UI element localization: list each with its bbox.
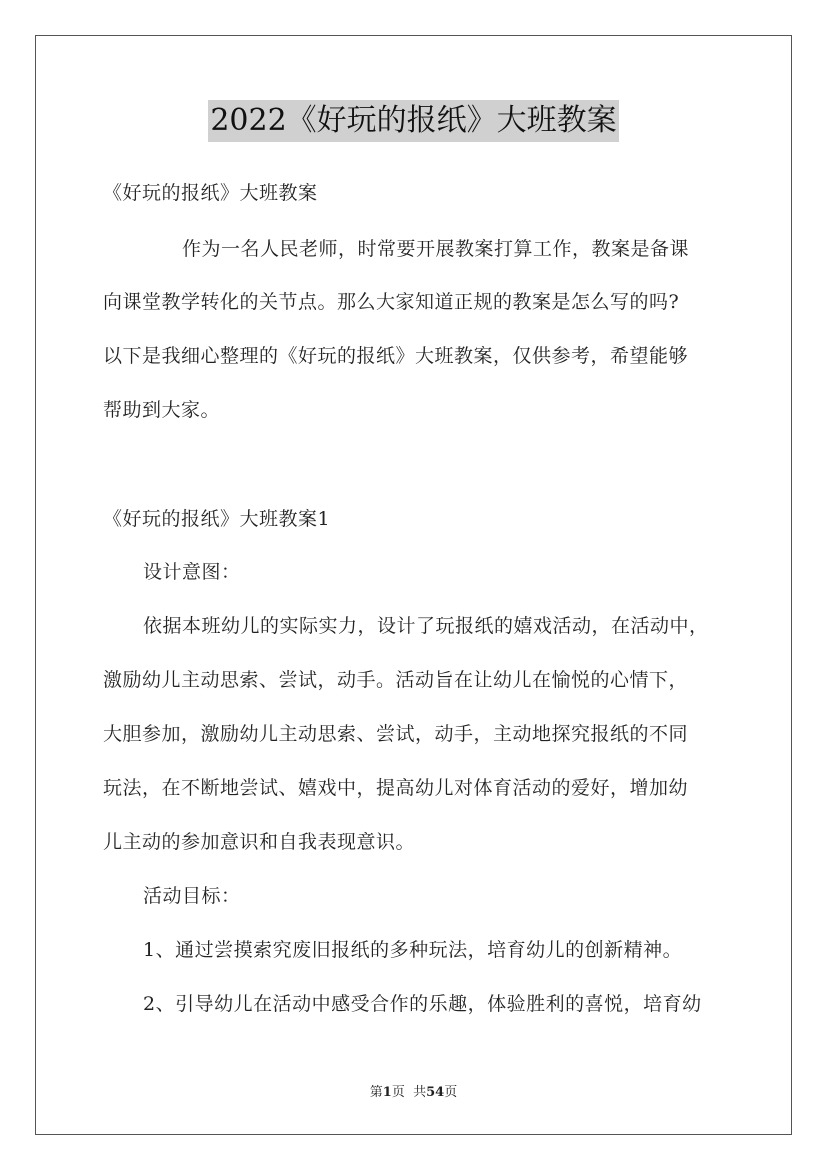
document-title: 2022《好玩的报纸》大班教案 bbox=[208, 100, 618, 142]
goal-item-1: 1、通过尝摸索究废旧报纸的多种玩法，培育幼儿的创新精神。 bbox=[143, 939, 683, 961]
footer-total-pages: 54 bbox=[426, 1085, 445, 1100]
design-line-2: 激励幼儿主动思索、尝试，动手。活动旨在让幼儿在愉悦的心情下， bbox=[103, 669, 689, 691]
document-title-wrap bbox=[0, 100, 827, 142]
intro-line-1: 作为一名人民老师，时常要开展教案打算工作，教案是备课 bbox=[182, 238, 690, 260]
footer-page-suffix: 页 bbox=[391, 1085, 405, 1100]
design-line-1: 依据本班幼儿的实际实力，设计了玩报纸的嬉戏活动，在活动中， bbox=[143, 615, 709, 637]
footer-page-number: 1 bbox=[382, 1085, 392, 1100]
footer-prefix: 第 bbox=[369, 1085, 383, 1100]
goal-item-2: 2、引导幼儿在活动中感受合作的乐趣，体验胜利的喜悦，培育幼 bbox=[143, 993, 702, 1015]
intro-line-3: 以下是我细心整理的《好玩的报纸》大班教案，仅供参考，希望能够 bbox=[103, 345, 689, 367]
page-footer bbox=[0, 1084, 827, 1102]
design-line-4: 玩法，在不断地尝试、嬉戏中，提高幼儿对体育活动的爱好，增加幼 bbox=[103, 777, 689, 799]
intro-line-2: 向课堂教学转化的关节点。那么大家知道正规的教案是怎么写的吗? bbox=[103, 291, 680, 313]
subtitle: 《好玩的报纸》大班教案 bbox=[103, 182, 318, 204]
footer-total-prefix: 共 bbox=[413, 1085, 427, 1100]
footer-total-suffix: 页 bbox=[444, 1085, 458, 1100]
design-line-3: 大胆参加，激励幼儿主动思索、尝试，动手，主动地探究报纸的不同 bbox=[103, 723, 689, 745]
design-line-5: 儿主动的参加意识和自我表现意识。 bbox=[103, 831, 416, 853]
intro-line-4: 帮助到大家。 bbox=[103, 399, 221, 421]
goals-label: 活动目标： bbox=[143, 885, 241, 907]
design-label: 设计意图： bbox=[143, 561, 241, 583]
section-heading: 《好玩的报纸》大班教案1 bbox=[103, 508, 331, 530]
